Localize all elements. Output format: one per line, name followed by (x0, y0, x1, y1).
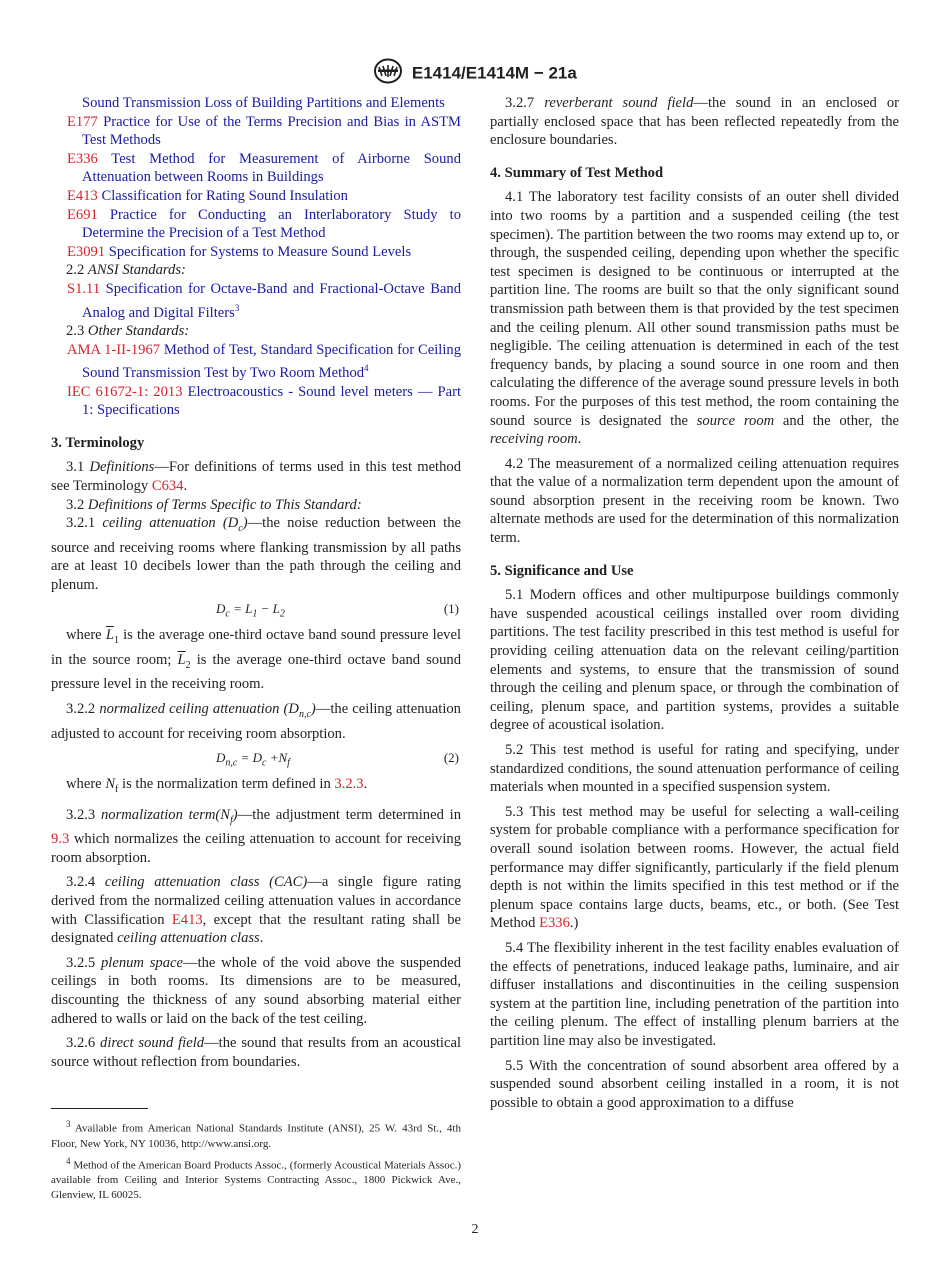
paragraph-3-1: 3.1 Definitions—For definitions of terms used in this test method see Terminology C634. (51, 459, 461, 494)
equation-number: (2) (443, 750, 459, 766)
equation-number: (1) (443, 601, 459, 617)
section-2-2: 2.2 ANSI Standards: (66, 262, 186, 279)
link-3-2-3[interactable]: 3.2.3 (334, 776, 364, 793)
paragraph-5-4: 5.4 The flexibility inherent in the test facility enables evaluation of the effects of penetrations, induced leakage paths, luminaire, and air diffuser installations and discontinuities in the ceiling suspension system at the partition line, including penetration of the partition into the ceiling plenum. The effect of installing plenum barriers at the partition line may also be investigated. (490, 939, 900, 1049)
reference-ama[interactable]: AMA 1-II-1967 Method of Test, Standard Specification for Ceiling Sound Transmission Test by Two Room Method$^4$ (67, 341, 462, 382)
reference-e3091[interactable]: E3091 Specification for Systems to Measure Sound Levels (67, 243, 412, 260)
reference-e413[interactable]: E413 Classification for Rating Sound Insulation (67, 187, 348, 204)
paragraph-where-1: where $\overline{L}_1$ is the average one-third octave band sound pressure level in the source room; $\overline{L}_2$ is the average one-third octave band sound pressure level in the receiving room. (51, 627, 461, 693)
document-code: E1414/E1414M − 21a (411, 63, 577, 83)
paragraph-5-2: 5.2 This test method is useful for rating and specifying, under standardized conditions, the sound attenuation performance of ceiling materials when mounted in a specified suspension system. (490, 742, 900, 796)
footnotes (51, 1117, 461, 1205)
page-header (0, 58, 950, 89)
reference-iec[interactable]: IEC 61672-1: 2013 Electroacoustics - Sound level meters — Part 1: Specifications (67, 383, 462, 419)
paragraph-3-2-1: 3.2.1 ceiling attenuation $(D_c)—the$ noise reduction between the source and receiving rooms where flanking transmission by all paths are at least 10 decibels lower than the path through the ceiling and plenum. (51, 515, 461, 593)
footnote-3: $^3$ Available from American National Standards Institute (ANSI), 25 W. 43rd St., 4th Floor, New York, NY 10036, http://www.ansi.org. (51, 1119, 461, 1150)
reference-s1-11[interactable]: S1.11 Specification for Octave-Band and Fractional-Octave Band Analog and Digital Filters$^3$ (67, 280, 462, 321)
reference-e691[interactable]: E691 Practice for Conducting an Interlaboratory Study to Determine the Precision of a Test Method (67, 206, 461, 242)
right-column (490, 94, 899, 1118)
equation-2: $D_{n,c} = D_c +N_f$ (2) (216, 750, 459, 769)
astm-logo-icon (373, 58, 403, 89)
paragraph-3-2: 3.2 Definitions of Terms Specific to This Standard: (66, 496, 362, 513)
paragraph-5-3: 5.3 This test method may be useful for selecting a wall-ceiling system for probable compliance with a performance specification for overall sound isolation between rooms. However, the actual field performance may differ significantly, particularly if the field plenum depth is not within the limits specified in this test method or if the plenum space contains large ducts, beams, etc., or both. (See Test Method E336.) (490, 803, 900, 932)
section-heading-significance: 5. Significance and Use (490, 562, 634, 579)
paragraph-where-2: where $N_f$ is the normalization term defined in 3.2.3. (66, 776, 368, 796)
section-2-3: 2.3 Other Standards: (66, 322, 190, 339)
link-e336[interactable]: E336 (539, 915, 570, 932)
paragraph-4-1: 4.1 The laboratory test facility consists of an outer shell divided into two rooms by a partition and a suspended ceiling (the test specimen). The partition between the two rooms may extend up to, or through, the suspended ceiling, depending upon whether the specific test specimen is designed to be continuous or interrupted at the partition line. The rooms are built so that the only significant sound transmission path between them is that provided by the test specimen and the ceiling plenum. All other sound transmission paths must be negligible. The ceiling attenuation is determined in each of the test frequency bands, by placing a sound source in one room and then calculating the difference of the average sound pressure levels in both rooms. For the purposes of this test method, the room containing the sound source is designated the source room and the other, the receiving room. (490, 189, 899, 448)
paragraph-3-2-4: 3.2.4 ceiling attenuation class (CAC)—a single figure rating derived from the normalized ceiling attenuation values in accordance with Classification E413, except that the resultant rating shall be designated ceiling attenuation class. (51, 874, 462, 947)
reference-e336[interactable]: E336 Test Method for Measurement of Airborne Sound Attenuation between Rooms in Buildings (67, 150, 461, 186)
section-heading-terminology: 3. Terminology (51, 434, 145, 451)
equation-1: $D_c = L_1 - L_2$ (1) (216, 601, 459, 621)
footnote-divider (51, 1108, 148, 1109)
section-heading-summary: 4. Summary of Test Method (490, 164, 664, 181)
paragraph-3-2-2: 3.2.2 normalized ceiling attenuation $(D_{n,c})—the$ ceiling attenuation adjusted to account for receiving room absorption. (51, 701, 461, 742)
paragraph-5-1: 5.1 Modern offices and other multipurpose buildings commonly have suspended acoustical ceilings installed over room dividing partitions. The test facility prescribed in this test method is useful for providing ceiling attenuation data on the relevant ceiling/partition elements and systems, to ensure that the transmission of sound through the ceiling and plenum space, or through the combination of ceiling, plenum space, and partition systems, provides a suitable degree of acoustical isolation. (490, 587, 899, 734)
paragraph-3-2-7: 3.2.7 reverberant sound field—the sound in an enclosed or partially enclosed space that has been reflected repeatedly from the enclosure boundaries. (490, 95, 900, 149)
paragraph-3-2-3: 3.2.3 normalization $term(N_f)—the$ adjustment term determined in 9.3 which normalizes the ceiling attenuation to account for receiving room absorption. (51, 806, 462, 866)
left-column (51, 94, 461, 1077)
paragraph-4-2: 4.2 The measurement of a normalized ceiling attenuation requires that the value of a normalization term dependent upon the amount of sound absorption present in the receiving room be known. Two alternate methods are used for the determination of this normalization term. (490, 455, 899, 547)
paragraph-3-2-6: 3.2.6 direct sound field—the sound that results from an acoustical source without reflection from boundaries. (51, 1035, 461, 1070)
reference-e177[interactable]: E177 Practice for Use of the Terms Precision and Bias in ASTM Test Methods (67, 113, 461, 149)
footnote-4: $^4$ Method of the American Board Products Assoc., (formerly Acoustical Materials Assoc.) available from Ceiling and Interior Systems Contracting Assoc., 1800 Pickwick Ave., Glenview, IL 60025. (51, 1155, 461, 1202)
reference-continuation[interactable]: Sound Transmission Loss of Building Partitions and Elements (82, 95, 445, 111)
paragraph-5-5: 5.5 With the concentration of sound absorbent area offered by a suspended sound absorbent ceiling installed in a room, it is not possible to obtain a good approximation to a diffuse (490, 1057, 899, 1111)
link-c634[interactable]: C634 (151, 478, 184, 494)
paragraph-3-2-5: 3.2.5 plenum space—the whole of the void above the suspended ceilings in both rooms. Its dimensions are to be measured, discounting the thickness of any sound absorbing material either adhered to walls or laid on the back of the test ceiling. (51, 954, 461, 1027)
link-9-3[interactable]: 9.3 (51, 831, 70, 848)
page-number: 2 (471, 1222, 479, 1237)
link-e413[interactable]: E413 (171, 911, 203, 928)
